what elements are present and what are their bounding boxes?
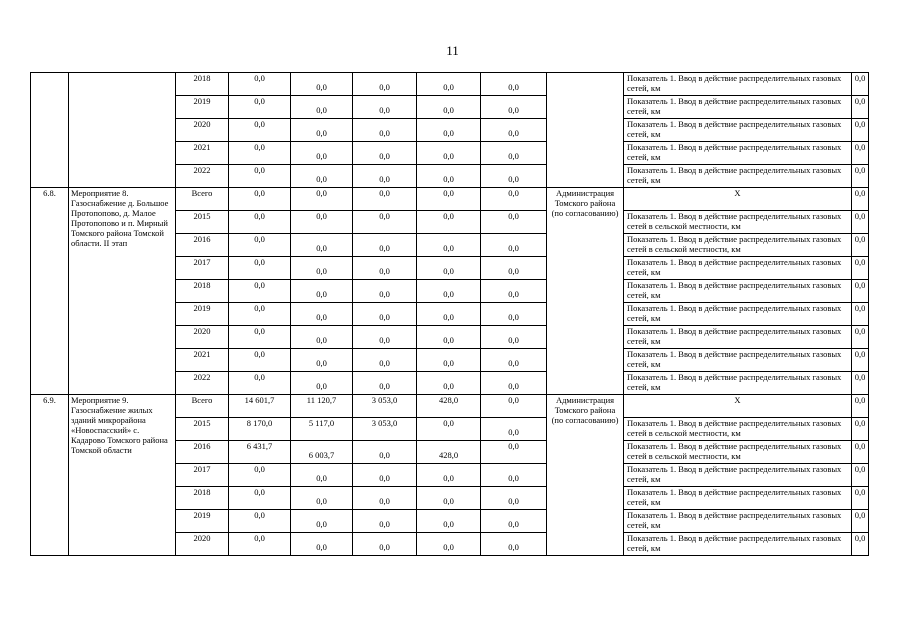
- value-text: 0,0: [379, 519, 390, 529]
- indicator-cell: Показатель 1. Ввод в действие распределительных газовых сетей, км: [624, 464, 852, 487]
- value-cell: [417, 441, 481, 464]
- value-cell: [353, 372, 417, 395]
- indicator-cell: Показатель 1. Ввод в действие распределительных газовых сетей, км: [624, 533, 852, 556]
- value-text: 0,0: [316, 266, 327, 276]
- executor-cell: Администрация Томского района (по согласованию): [547, 188, 624, 395]
- value-cell: [481, 441, 547, 464]
- year-cell: Всего: [176, 188, 229, 211]
- value-cell: [481, 464, 547, 487]
- value-text: 0,0: [508, 358, 519, 368]
- year-cell: 2015: [176, 211, 229, 234]
- value-text: 0,0: [254, 510, 265, 520]
- year-cell: 2021: [176, 142, 229, 165]
- value-cell: [353, 533, 417, 556]
- value-cell: [291, 441, 353, 464]
- value-cell: [353, 234, 417, 257]
- value-cell: [417, 211, 481, 234]
- value-cell: [353, 165, 417, 188]
- indicator-cell: Показатель 1. Ввод в действие распределительных газовых сетей, км: [624, 372, 852, 395]
- value-text: 0,0: [379, 174, 390, 184]
- value-cell: [417, 280, 481, 303]
- value-text: 0,0: [316, 211, 327, 221]
- value-text: 0,0: [508, 496, 519, 506]
- value-cell: [229, 73, 291, 96]
- value-cell: [229, 165, 291, 188]
- value-cell: [291, 326, 353, 349]
- year-cell: 2022: [176, 165, 229, 188]
- value-cell: [481, 211, 547, 234]
- value-cell: [291, 372, 353, 395]
- value-cell: [481, 234, 547, 257]
- activity-name: Мероприятие 8. Газоснабжение д. Большое Протопопово, д. Малое Протопопово и п. Мирный Томского района Томской области. II этап: [69, 188, 176, 395]
- value-cell: [291, 510, 353, 533]
- value-text: 0,0: [508, 519, 519, 529]
- value-text: 0,0: [443, 188, 454, 198]
- value-text: 0,0: [443, 381, 454, 391]
- page-number: 11: [446, 43, 459, 58]
- value-text: 0,0: [316, 312, 327, 322]
- value-cell: [229, 464, 291, 487]
- value-text: 0,0: [316, 335, 327, 345]
- indicator-cell: Показатель 1. Ввод в действие распределительных газовых сетей в сельской местности, км: [624, 211, 852, 234]
- value-cell: [481, 188, 547, 211]
- value-cell: [481, 96, 547, 119]
- indicator-value: 0,0: [852, 395, 869, 418]
- value-cell: [417, 96, 481, 119]
- value-text: 0,0: [379, 381, 390, 391]
- indicator-cell: Показатель 1. Ввод в действие распределительных газовых сетей, км: [624, 487, 852, 510]
- indicator-value: 0,0: [852, 487, 869, 510]
- value-cell: [353, 188, 417, 211]
- value-cell: [353, 326, 417, 349]
- value-cell: [291, 165, 353, 188]
- value-text: 0,0: [379, 243, 390, 253]
- value-text: 0,0: [316, 243, 327, 253]
- value-text: 0,0: [316, 381, 327, 391]
- value-cell: [291, 188, 353, 211]
- value-text: 0,0: [379, 105, 390, 115]
- value-text: 0,0: [316, 289, 327, 299]
- value-text: 0,0: [379, 450, 390, 460]
- year-cell: 2019: [176, 303, 229, 326]
- value-cell: [229, 395, 291, 418]
- indicator-cell: Показатель 1. Ввод в действие распределительных газовых сетей в сельской местности, км: [624, 418, 852, 441]
- indicator-cell: Показатель 1. Ввод в действие распределительных газовых сетей в сельской местности, км: [624, 441, 852, 464]
- value-cell: [291, 234, 353, 257]
- value-cell: [417, 188, 481, 211]
- value-cell: [291, 142, 353, 165]
- value-text: 0,0: [379, 542, 390, 552]
- value-cell: [229, 487, 291, 510]
- indicator-value: 0,0: [852, 280, 869, 303]
- value-cell: [291, 303, 353, 326]
- value-cell: [353, 73, 417, 96]
- value-text: 0,0: [508, 151, 519, 161]
- value-cell: [481, 280, 547, 303]
- value-text: 0,0: [443, 358, 454, 368]
- value-text: 0,0: [508, 174, 519, 184]
- value-text: 0,0: [254, 73, 265, 83]
- indicator-value: 0,0: [852, 119, 869, 142]
- value-text: 0,0: [379, 358, 390, 368]
- value-cell: [291, 487, 353, 510]
- value-text: 3 053,0: [371, 418, 398, 428]
- indicator-value: 0,0: [852, 188, 869, 211]
- indicator-value: 0,0: [852, 303, 869, 326]
- value-text: 0,0: [316, 174, 327, 184]
- value-cell: [417, 372, 481, 395]
- value-cell: [353, 464, 417, 487]
- indicator-cell: Показатель 1. Ввод в действие распределительных газовых сетей, км: [624, 349, 852, 372]
- indicator-cell: Показатель 1. Ввод в действие распределительных газовых сетей, км: [624, 510, 852, 533]
- year-cell: 2018: [176, 73, 229, 96]
- value-text: 0,0: [443, 82, 454, 92]
- value-cell: [229, 96, 291, 119]
- value-cell: [417, 142, 481, 165]
- year-cell: 2021: [176, 349, 229, 372]
- year-cell: 2017: [176, 464, 229, 487]
- value-cell: [229, 234, 291, 257]
- value-cell: [291, 533, 353, 556]
- value-text: 0,0: [316, 542, 327, 552]
- value-text: 0,0: [508, 441, 519, 451]
- value-cell: [353, 395, 417, 418]
- indicator-value: 0,0: [852, 533, 869, 556]
- indicator-value: 0,0: [852, 464, 869, 487]
- year-cell: 2020: [176, 326, 229, 349]
- value-text: 0,0: [508, 381, 519, 391]
- value-text: 0,0: [443, 105, 454, 115]
- indicator-value: 0,0: [852, 234, 869, 257]
- year-cell: 2020: [176, 119, 229, 142]
- value-text: 0,0: [316, 151, 327, 161]
- indicator-value: 0,0: [852, 372, 869, 395]
- indicator-value: 0,0: [852, 257, 869, 280]
- value-cell: [417, 510, 481, 533]
- value-cell: [291, 73, 353, 96]
- year-cell: 2017: [176, 257, 229, 280]
- indicator-cell: Показатель 1. Ввод в действие распределительных газовых сетей, км: [624, 96, 852, 119]
- value-cell: [481, 73, 547, 96]
- value-cell: [353, 142, 417, 165]
- value-text: 0,0: [508, 128, 519, 138]
- value-text: 0,0: [508, 266, 519, 276]
- value-cell: [481, 395, 547, 418]
- indicator-cell: Показатель 1. Ввод в действие распределительных газовых сетей, км: [624, 280, 852, 303]
- activity-name: Мероприятие 9. Газоснабжение жилых зданий микрорайона «Новоспасский» с. Кадарово Томского района Томской области: [69, 395, 176, 556]
- value-text: 0,0: [316, 105, 327, 115]
- indicator-cell: Показатель 1. Ввод в действие распределительных газовых сетей, км: [624, 119, 852, 142]
- value-text: 0,0: [508, 312, 519, 322]
- value-cell: [291, 96, 353, 119]
- indicator-cell: Показатель 1. Ввод в действие распределительных газовых сетей, км: [624, 73, 852, 96]
- value-text: 0,0: [316, 473, 327, 483]
- year-cell: 2018: [176, 280, 229, 303]
- value-cell: [481, 533, 547, 556]
- value-cell: [229, 418, 291, 441]
- value-text: 0,0: [379, 266, 390, 276]
- value-text: 428,0: [438, 395, 459, 405]
- value-cell: [229, 533, 291, 556]
- value-text: 0,0: [379, 473, 390, 483]
- value-text: 0,0: [443, 312, 454, 322]
- value-cell: [291, 119, 353, 142]
- value-text: 0,0: [443, 519, 454, 529]
- indicator-value: 0,0: [852, 349, 869, 372]
- value-text: 0,0: [379, 128, 390, 138]
- value-cell: [229, 119, 291, 142]
- value-text: 0,0: [508, 82, 519, 92]
- value-cell: [481, 165, 547, 188]
- value-cell: [417, 119, 481, 142]
- value-text: 0,0: [443, 211, 454, 221]
- year-cell: 2019: [176, 510, 229, 533]
- value-text: 6 431,7: [246, 441, 273, 451]
- value-cell: [417, 234, 481, 257]
- value-cell: [353, 441, 417, 464]
- indicator-cell: Показатель 1. Ввод в действие распределительных газовых сетей, км: [624, 303, 852, 326]
- value-text: 0,0: [254, 188, 265, 198]
- value-cell: [229, 510, 291, 533]
- value-cell: [417, 73, 481, 96]
- value-cell: [291, 257, 353, 280]
- table-row: [31, 188, 869, 211]
- indicator-cell: Показатель 1. Ввод в действие распределительных газовых сетей, км: [624, 326, 852, 349]
- value-text: 0,0: [254, 142, 265, 152]
- value-text: 0,0: [379, 211, 390, 221]
- value-text: 0,0: [379, 188, 390, 198]
- value-text: 0,0: [254, 487, 265, 497]
- value-text: 0,0: [443, 243, 454, 253]
- value-cell: [229, 326, 291, 349]
- value-text: 0,0: [379, 335, 390, 345]
- indicator-cell: Показатель 1. Ввод в действие распределительных газовых сетей, км: [624, 142, 852, 165]
- value-text: 0,0: [254, 257, 265, 267]
- value-cell: [291, 395, 353, 418]
- value-text: 0,0: [443, 473, 454, 483]
- value-text: 0,0: [379, 151, 390, 161]
- value-cell: [417, 257, 481, 280]
- value-text: 0,0: [379, 289, 390, 299]
- value-cell: [229, 303, 291, 326]
- year-cell: 2015: [176, 418, 229, 441]
- indicator-cell: Показатель 1. Ввод в действие распределительных газовых сетей, км: [624, 257, 852, 280]
- value-cell: [481, 257, 547, 280]
- year-cell: 2019: [176, 96, 229, 119]
- value-cell: [291, 418, 353, 441]
- value-text: 0,0: [254, 119, 265, 129]
- value-cell: [353, 119, 417, 142]
- value-cell: [291, 211, 353, 234]
- value-cell: [353, 303, 417, 326]
- year-cell: 2020: [176, 533, 229, 556]
- value-text: 0,0: [254, 234, 265, 244]
- value-cell: [417, 349, 481, 372]
- value-cell: [353, 280, 417, 303]
- indicator-cell: Показатель 1. Ввод в действие распределительных газовых сетей, км: [624, 165, 852, 188]
- value-text: 0,0: [316, 188, 327, 198]
- executor-cell: [547, 73, 624, 188]
- value-cell: [229, 280, 291, 303]
- value-text: 0,0: [443, 151, 454, 161]
- indicator-cell: Х: [624, 188, 852, 211]
- value-text: 0,0: [508, 335, 519, 345]
- value-cell: [291, 464, 353, 487]
- value-text: 0,0: [508, 188, 519, 198]
- year-cell: 2016: [176, 234, 229, 257]
- value-cell: [353, 510, 417, 533]
- value-text: 0,0: [443, 335, 454, 345]
- value-text: 0,0: [316, 128, 327, 138]
- value-cell: [417, 418, 481, 441]
- activity-name: [69, 73, 176, 188]
- value-text: 0,0: [443, 418, 454, 428]
- value-cell: [481, 487, 547, 510]
- table-row: [31, 395, 869, 418]
- value-text: 0,0: [254, 372, 265, 382]
- value-text: 0,0: [254, 349, 265, 359]
- row-number: 6.8.: [31, 188, 69, 395]
- value-text: 0,0: [254, 533, 265, 543]
- value-text: 0,0: [508, 289, 519, 299]
- value-text: 3 053,0: [371, 395, 398, 405]
- indicator-value: 0,0: [852, 96, 869, 119]
- value-cell: [229, 372, 291, 395]
- value-cell: [353, 487, 417, 510]
- value-text: 0,0: [316, 519, 327, 529]
- indicator-value: 0,0: [852, 165, 869, 188]
- value-cell: [291, 280, 353, 303]
- executor-cell: Администрация Томского района (по согласованию): [547, 395, 624, 556]
- value-cell: [353, 96, 417, 119]
- program-table: [30, 72, 869, 556]
- year-cell: Всего: [176, 395, 229, 418]
- indicator-value: 0,0: [852, 441, 869, 464]
- value-cell: [481, 119, 547, 142]
- value-text: 0,0: [508, 395, 519, 405]
- indicator-value: 0,0: [852, 211, 869, 234]
- value-text: 5 117,0: [308, 418, 335, 428]
- indicator-value: 0,0: [852, 510, 869, 533]
- value-text: 0,0: [379, 496, 390, 506]
- value-cell: [229, 257, 291, 280]
- value-cell: [353, 257, 417, 280]
- value-text: 0,0: [508, 473, 519, 483]
- indicator-value: 0,0: [852, 326, 869, 349]
- value-text: 0,0: [254, 303, 265, 313]
- row-number: 6.9.: [31, 395, 69, 556]
- value-text: 428,0: [438, 450, 459, 460]
- value-text: 0,0: [379, 312, 390, 322]
- value-cell: [481, 510, 547, 533]
- value-cell: [481, 303, 547, 326]
- value-cell: [417, 165, 481, 188]
- value-cell: [229, 441, 291, 464]
- value-text: 8 170,0: [246, 418, 273, 428]
- indicator-value: 0,0: [852, 73, 869, 96]
- year-cell: 2022: [176, 372, 229, 395]
- value-text: 0,0: [254, 211, 265, 221]
- indicator-value: 0,0: [852, 142, 869, 165]
- indicator-cell: Х: [624, 395, 852, 418]
- value-cell: [417, 533, 481, 556]
- value-cell: [481, 142, 547, 165]
- indicator-cell: Показатель 1. Ввод в действие распределительных газовых сетей в сельской местности, км: [624, 234, 852, 257]
- value-cell: [481, 372, 547, 395]
- value-text: 0,0: [443, 128, 454, 138]
- value-cell: [353, 349, 417, 372]
- value-text: 6 003,7: [308, 450, 335, 460]
- value-cell: [291, 349, 353, 372]
- value-cell: [229, 142, 291, 165]
- row-number: [31, 73, 69, 188]
- value-text: 0,0: [508, 243, 519, 253]
- value-cell: [229, 188, 291, 211]
- value-text: 0,0: [443, 289, 454, 299]
- value-cell: [417, 326, 481, 349]
- value-text: 0,0: [508, 105, 519, 115]
- value-text: 0,0: [254, 165, 265, 175]
- value-cell: [229, 349, 291, 372]
- value-text: 0,0: [508, 542, 519, 552]
- value-text: 0,0: [254, 280, 265, 290]
- value-text: 14 601,7: [244, 395, 275, 405]
- value-text: 0,0: [254, 96, 265, 106]
- value-text: 0,0: [443, 496, 454, 506]
- value-cell: [417, 303, 481, 326]
- value-cell: [353, 418, 417, 441]
- year-cell: 2018: [176, 487, 229, 510]
- value-cell: [417, 487, 481, 510]
- value-cell: [481, 349, 547, 372]
- value-cell: [229, 211, 291, 234]
- value-text: 0,0: [254, 326, 265, 336]
- value-text: 0,0: [316, 82, 327, 92]
- value-cell: [417, 395, 481, 418]
- value-cell: [481, 418, 547, 441]
- value-cell: [353, 211, 417, 234]
- value-text: 11 120,7: [306, 395, 337, 405]
- indicator-value: 0,0: [852, 418, 869, 441]
- year-cell: 2016: [176, 441, 229, 464]
- value-text: 0,0: [508, 211, 519, 221]
- value-cell: [417, 464, 481, 487]
- table-row: [31, 73, 869, 96]
- value-text: 0,0: [508, 427, 519, 437]
- value-text: 0,0: [443, 542, 454, 552]
- value-text: 0,0: [316, 496, 327, 506]
- value-cell: [481, 326, 547, 349]
- value-text: 0,0: [443, 266, 454, 276]
- value-text: 0,0: [443, 174, 454, 184]
- value-text: 0,0: [379, 82, 390, 92]
- value-text: 0,0: [254, 464, 265, 474]
- value-text: 0,0: [316, 358, 327, 368]
